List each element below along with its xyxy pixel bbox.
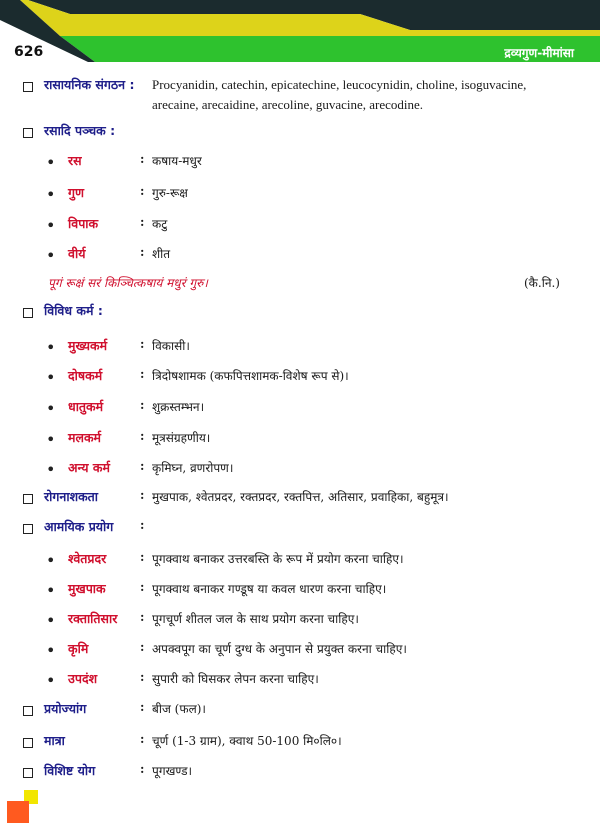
colon: : xyxy=(140,640,145,654)
page-number: 626 xyxy=(14,44,44,60)
rasadi-item-value: कषाय-मधुर xyxy=(152,154,202,168)
bullet-dot: • xyxy=(46,611,56,630)
rognashakta-label: रोगनाशकता xyxy=(44,489,99,504)
aamayik-item-value: पूगचूर्ण शीतल जल के साथ प्रयोग करना चाहिए। xyxy=(152,612,359,626)
vishisht-label: विशिष्ट योग xyxy=(44,763,96,778)
colon: : xyxy=(140,550,145,564)
colon: : xyxy=(140,488,145,502)
colon: : xyxy=(140,337,145,351)
rasadi-label: रसादि पञ्चक : xyxy=(44,123,116,138)
aamayik-item-name: मुखपाक xyxy=(68,581,106,596)
shloka-reference: (कै.नि.) xyxy=(524,276,560,290)
running-title: द्रव्यगुण-मीमांसा xyxy=(504,46,574,60)
karma-label: विविध कर्म : xyxy=(44,303,103,318)
karma-item-value: त्रिदोषशामक (कफपित्तशामक-विशेष रूप से)। xyxy=(152,369,349,383)
aamayik-item-value: सुपारी को घिसकर लेपन करना चाहिए। xyxy=(152,672,319,686)
colon: : xyxy=(140,152,145,166)
colon: : xyxy=(140,518,145,532)
aamayik-item-name: रक्तातिसार xyxy=(68,611,118,626)
colon: : xyxy=(140,459,145,473)
bullet-dot: • xyxy=(46,641,56,660)
karma-item-value: शुक्रस्तम्भन। xyxy=(152,400,205,414)
bullet-dot: • xyxy=(46,399,56,418)
rasayanik-line-1: Procyanidin, catechin, epicatechine, leucocynidin, choline, isoguvacine, xyxy=(152,77,527,92)
section-bullet-box xyxy=(23,494,33,504)
karma-item-name: दोषकर्म xyxy=(68,368,103,383)
colon: : xyxy=(140,367,145,381)
rasadi-item-name: विपाक xyxy=(68,216,99,231)
vishisht-value: पूगखण्ड। xyxy=(152,764,193,778)
rasadi-item-name: वीर्य xyxy=(68,246,86,261)
bullet-dot: • xyxy=(46,216,56,235)
colon: : xyxy=(140,700,145,714)
bullet-dot: • xyxy=(46,153,56,172)
bullet-dot: • xyxy=(46,368,56,387)
aamayik-label: आमयिक प्रयोग xyxy=(44,519,114,534)
shloka: पूगं रूक्षं सरं किञ्चित्कषायं मधुरं गुरु। xyxy=(48,276,208,290)
bullet-dot: • xyxy=(46,185,56,204)
bullet-dot: • xyxy=(46,581,56,600)
aamayik-item-value: पूगक्वाथ बनाकर गण्डूष या कवल धारण करना चाहिए। xyxy=(152,582,387,596)
colon: : xyxy=(140,670,145,684)
prayojyang-value: बीज (फल)। xyxy=(152,702,206,716)
bullet-dot: • xyxy=(46,430,56,449)
rasayanik-line-2: arecaine, arecaidine, arecoline, guvacine, arecodine. xyxy=(152,97,424,112)
rasadi-item-name: गुण xyxy=(68,185,85,200)
rasadi-item-value: शीत xyxy=(152,247,171,261)
aamayik-item-value: पूगक्वाथ बनाकर उत्तरबस्ति के रूप में प्रयोग करना चाहिए। xyxy=(152,552,404,566)
colon: : xyxy=(140,184,145,198)
section-bullet-box xyxy=(23,768,33,778)
karma-item-value: विकासी। xyxy=(152,339,190,353)
karma-item-value: मूत्रसंग्रहणीय। xyxy=(152,431,211,445)
colon: : xyxy=(140,732,145,746)
prayojyang-label: प्रयोज्यांग xyxy=(44,701,87,716)
colon: : xyxy=(140,215,145,229)
section-bullet-box xyxy=(23,308,33,318)
karma-item-name: अन्य कर्म xyxy=(68,460,110,475)
bullet-dot: • xyxy=(46,338,56,357)
corner-decoration-orange xyxy=(7,801,29,823)
rasadi-item-value: कटु xyxy=(152,217,168,231)
aamayik-item-name: श्वेतप्रदर xyxy=(68,551,107,566)
colon: : xyxy=(140,429,145,443)
rasadi-item-name: रस xyxy=(68,153,82,168)
section-bullet-box xyxy=(23,738,33,748)
rognashakta-value: मुखपाक, श्वेतप्रदर, रक्तप्रदर, रक्तपित्त, अतिसार, प्रवाहिका, बहुमूत्र। xyxy=(152,490,449,504)
bullet-dot: • xyxy=(46,460,56,479)
aamayik-item-value: अपक्वपूग का चूर्ण दुग्ध के अनुपान से प्रयुक्त करना चाहिए। xyxy=(152,642,407,656)
colon: : xyxy=(140,610,145,624)
section-bullet-box xyxy=(23,524,33,534)
section-bullet-box xyxy=(23,82,33,92)
section-bullet-box xyxy=(23,128,33,138)
karma-item-name: धातुकर्म xyxy=(68,399,104,414)
aamayik-item-name: उपदंश xyxy=(68,671,98,686)
karma-item-name: मुख्यकर्म xyxy=(68,338,108,353)
bullet-dot: • xyxy=(46,246,56,265)
karma-item-value: कृमिघ्न, व्रणरोपण। xyxy=(152,461,234,475)
section-bullet-box xyxy=(23,706,33,716)
karma-item-name: मलकर्म xyxy=(68,430,102,445)
colon: : xyxy=(140,762,145,776)
colon: : xyxy=(140,245,145,259)
matra-label: मात्रा xyxy=(44,733,65,748)
bullet-dot: • xyxy=(46,551,56,570)
bullet-dot: • xyxy=(46,671,56,690)
rasadi-item-value: गुरु-रूक्ष xyxy=(152,186,188,200)
colon: : xyxy=(140,398,145,412)
colon: : xyxy=(140,580,145,594)
aamayik-item-name: कृमि xyxy=(68,641,89,656)
matra-value: चूर्ण (1-3 ग्राम), क्वाथ 50-100 मि०लि०। xyxy=(152,734,342,748)
rasayanik-label: रासायनिक संगठन : xyxy=(44,77,135,92)
